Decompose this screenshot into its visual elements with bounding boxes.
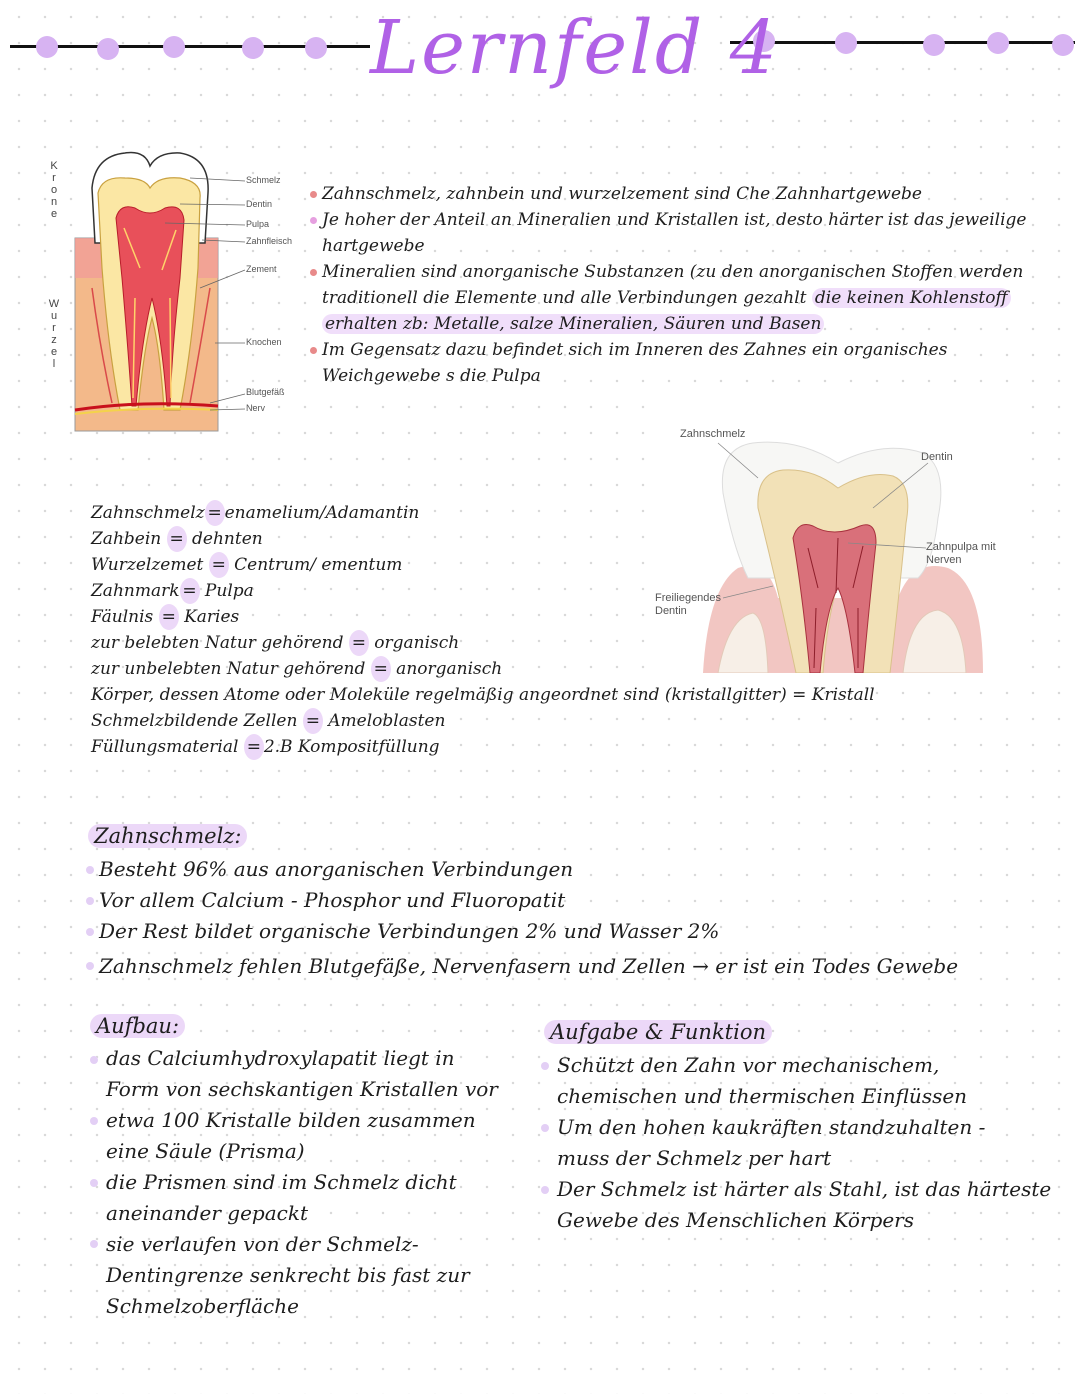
term: Zahnschmelz [91,503,205,523]
list-dot [86,897,94,905]
glossary-row [91,526,991,552]
bullet-item [310,337,947,363]
wurzel-letter: e [50,346,58,358]
bullet-text: Im Gegensatz dazu befindet sich im Inneren des Zahnes ein organisches [322,340,948,360]
header-dot [1052,34,1074,56]
definition: anorganisch [390,659,503,679]
list-line: eine Säule (Prisma) [106,1139,305,1163]
header-dot [36,36,58,58]
equals-sign: = [792,685,807,705]
label-dentin: Dentin [246,199,273,209]
krone-letter: r [52,172,56,184]
highlighted-text: erhalten zb: Metalle, salze Mineralien, Säuren und Basen [322,314,824,334]
list-item-text: Zahnschmelz fehlen Blutgefäße, Nervenfasern und Zellen [99,954,686,978]
definition: dehnten [186,529,263,549]
list-line: Der Schmelz ist härter als Stahl, ist das härteste [557,1177,1052,1201]
bullet-dot [310,347,317,354]
label-nerv: Nerv [246,403,266,413]
glossary-row [91,734,991,760]
equals-sign: = [159,604,179,630]
definition: enamelium/Adamantin [224,503,420,523]
krone-label [48,160,60,220]
bullet-continuation [322,285,1011,311]
label-dentin: Dentin [921,451,953,463]
label-freiliegendes: Freiliegendes [655,592,722,604]
list-dot [86,866,94,874]
bullet-dot [310,269,317,276]
equals-sign: = [244,734,264,760]
list-item: Vor allem Calcium - Phosphor und Fluoropatit [99,888,566,912]
label-pulpa: Pulpa [246,219,270,229]
equals-sign: = [205,500,225,526]
wurzel-letter: W [48,298,60,310]
list-line: Schmelzoberfläche [106,1294,299,1318]
list-item: Der Rest bildet organische Verbindungen 2% und Wasser 2% [99,919,720,943]
header-dot [923,34,945,56]
label-nerven: Nerven [926,554,962,566]
list-dot [541,1124,549,1132]
definition: Kristall [806,685,875,705]
equals-sign: = [180,578,200,604]
list-line: chemischen und thermischen Einflüssen [557,1084,968,1108]
krone-letter: o [50,184,58,196]
list-item [99,951,958,982]
list-dot [90,1056,98,1064]
list-line: das Calciumhydroxylapatit liegt in [106,1046,455,1070]
glossary-row [91,578,991,604]
wurzel-letter: u [50,310,58,322]
equals-sign: = [371,656,391,682]
list-dot [90,1240,98,1248]
label-zement: Zement [246,264,277,274]
definition: Pulpa [199,581,254,601]
bullet-continuation: hartgewebe [322,236,425,256]
list-line: Gewebe des Menschlichen Körpers [557,1208,914,1232]
list-line: Dentingrenze senkrecht bis fast zur [106,1263,470,1287]
bullet-item [310,207,1027,233]
list-line: muss der Schmelz per hart [557,1146,832,1170]
section-heading: Zahnschmelz: [88,824,247,848]
wurzel-letter: l [52,358,56,370]
list-line: etwa 100 Kristalle bilden zusammen [106,1108,476,1132]
term: Füllungsmaterial [91,737,244,757]
equals-sign: = [303,708,323,734]
definition: Centrum/ ementum [228,555,403,575]
list-dot [541,1062,549,1070]
page-title: Lernfeld 4 [370,5,779,91]
header-dot [835,32,857,54]
list-line: aneinander gepackt [106,1201,309,1225]
definition: Ameloblasten [322,711,446,731]
label-blutgefass: Blutgefäß [246,387,285,397]
highlighted-text: die keinen Kohlenstoff [812,288,1011,308]
krone-letter: e [50,208,58,220]
glossary-row [91,656,991,682]
list-dot [86,962,94,970]
list-dot [90,1117,98,1125]
term: zur belebten Natur gehörend [91,633,349,653]
bullet-dot [310,191,317,198]
definition: organisch [368,633,460,653]
wurzel-letter: z [51,334,57,346]
list-item-text: er ist ein Todes Gewebe [715,954,959,978]
bullet-text: Zahnschmelz, zahnbein und wurzelzement sind Che Zahnhartgewebe [322,184,922,204]
label-dentin-exposed: Dentin [655,605,687,617]
definition: Karies [178,607,240,627]
section-heading: Aufbau: [90,1014,185,1038]
wurzel-letter: r [52,322,56,334]
list-dot [541,1186,549,1194]
equals-sign: = [209,552,229,578]
term: Zahbein [91,529,167,549]
header-dot [305,37,327,59]
header-line-right [730,41,1075,44]
glossary-row [91,500,991,526]
bullet-text: Mineralien sind anorganische Substanzen (zu den anorganischen Stoffen werden [322,262,1024,282]
glossary-row [91,682,991,708]
term: Fäulnis [91,607,159,627]
bullet-item [310,181,922,207]
equals-sign: = [349,630,369,656]
list-dot [90,1179,98,1187]
label-zahnpulpa: Zahnpulpa mit [926,541,996,553]
section-heading: Aufgabe & Funktion [544,1020,772,1044]
bullet-continuation: Weichgewebe s die Pulpa [322,366,541,386]
arrow-icon: → [692,954,709,978]
header-dot [987,32,1009,54]
krone-letter: K [50,160,58,172]
term: zur unbelebten Natur gehörend [91,659,371,679]
equals-sign: = [167,526,187,552]
term: Zahnmark [91,581,180,601]
list-line: Schützt den Zahn vor mechanischem, [557,1053,940,1077]
bullet-text: Je hoher der Anteil an Mineralien und Kristallen ist, desto härter ist das jeweilige [322,210,1027,230]
term: Körper, dessen Atome oder Moleküle regelmäßig angeordnet sind (kristallgitter) [91,685,793,705]
header-dot [163,36,185,58]
list-item: Besteht 96% aus anorganischen Verbindungen [99,857,574,881]
glossary-row [91,604,991,630]
list-line: Um den hohen kaukräften standzuhalten - [557,1115,986,1139]
list-line: Form von sechskantigen Kristallen vor [106,1077,498,1101]
list-line: sie verlaufen von der Schmelz- [106,1232,419,1256]
header-dot [242,37,264,59]
label-schmelz: Schmelz [246,175,281,185]
bullet-dot [310,217,317,224]
bullet-item [310,259,1023,285]
tooth-diagram [40,148,310,438]
glossary-row [91,552,991,578]
term: Wurzelzemet [91,555,209,575]
wurzel-label [48,298,60,370]
label-knochen: Knochen [246,337,282,347]
definition: 2.B Kompositfüllung [263,737,440,757]
bullet-continuation [322,311,824,337]
label-zahnfleisch: Zahnfleisch [246,236,293,246]
glossary-row [91,630,991,656]
bullet-text: traditionell die Elemente und alle Verbindungen gezahlt [322,288,812,308]
krone-letter: n [50,196,58,208]
glossary [91,500,991,760]
term: Schmelzbildende Zellen [91,711,303,731]
header-dot [97,38,119,60]
list-line: die Prismen sind im Schmelz dicht [106,1170,457,1194]
glossary-row [91,708,991,734]
label-zahnschmelz: Zahnschmelz [680,428,746,440]
list-dot [86,928,94,936]
